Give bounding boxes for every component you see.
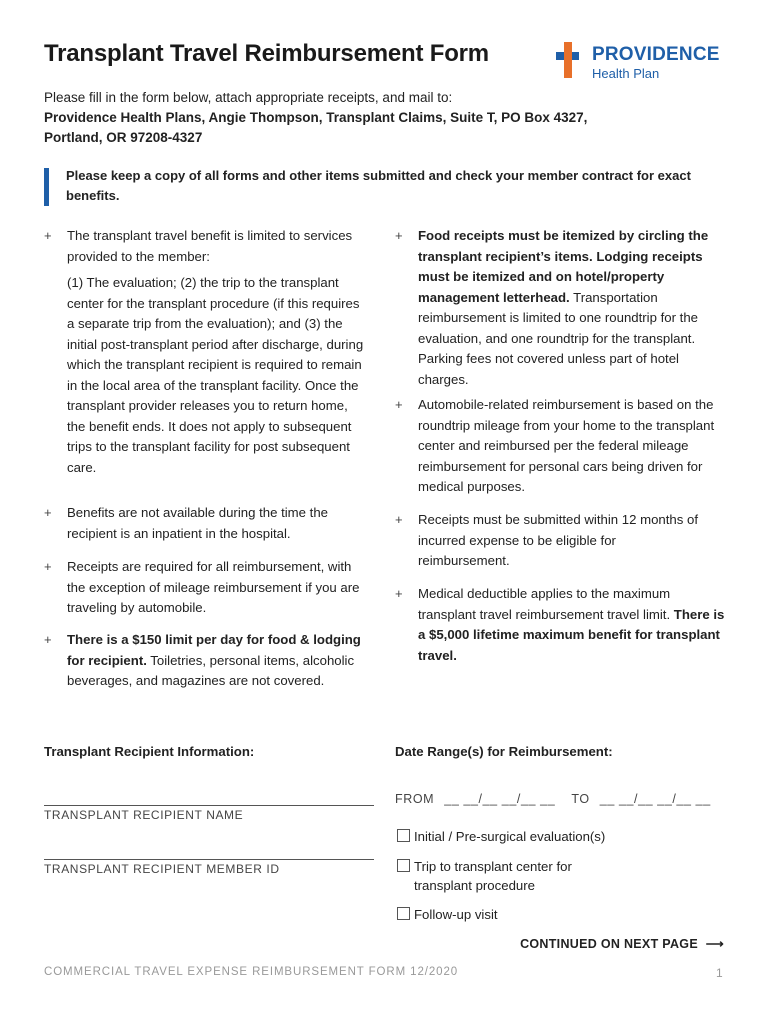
transplant-trip-checkbox[interactable]: [397, 859, 410, 872]
intro-text: Please fill in the form below, attach appropriate receipts, and mail to:: [44, 90, 453, 105]
itemize-rest: Transportation reimbursement is limited to one roundtrip for the evaluation, and one roundtrip for the transplant. Parking fees not covered unless part of hotel charges.: [418, 289, 698, 387]
daily-limit-bold: There is a $150 limit per day for food & lodging for recipient.: [67, 632, 361, 668]
recipient-member-id-field[interactable]: [44, 842, 374, 858]
list-item: [44, 630, 384, 714]
submission-window-text: Receipts must be submitted within 12 months of incurred expense to be eligible for reimbursement.: [418, 512, 699, 568]
mailing-address-line1: Providence Health Plans, Angie Thompson, Transplant Claims, Suite T, PO Box 4327,: [44, 110, 588, 125]
list-item: [395, 510, 730, 574]
recipient-name-underline: [44, 805, 374, 806]
recipient-info-heading: Transplant Recipient Information:: [44, 744, 255, 759]
arrow-right-icon: ⟶: [705, 937, 724, 951]
plus-bullet-icon: +: [395, 228, 403, 243]
list-item: [395, 584, 730, 668]
itemize-text: [418, 226, 726, 390]
page-number: 1: [716, 966, 723, 980]
callout-accent-bar: [44, 168, 49, 206]
mailing-address-line2: Portland, OR 97208-4327: [44, 130, 203, 145]
intro-block: [44, 88, 724, 148]
deductible-rest: Medical deductible applies to the maximum transplant travel reimbursement travel limit.: [418, 586, 674, 622]
from-label: FROM: [395, 792, 435, 806]
plus-bullet-icon: +: [44, 505, 52, 520]
evaluation-option-label: Initial / Pre-surgical evaluation(s): [414, 829, 606, 844]
logo-wordmark: PROVIDENCE: [592, 44, 720, 65]
continued-next-page: [520, 936, 724, 951]
callout-notice: Please keep a copy of all forms and other items submitted and check your member contract for exact benefits.: [66, 168, 691, 203]
plus-bullet-icon: +: [395, 512, 403, 527]
recipient-name-label: TRANSPLANT RECIPIENT NAME: [44, 808, 244, 822]
plus-bullet-icon: +: [395, 397, 403, 412]
receipts-required-text: Receipts are required for all reimbursement, with the exception of mileage reimbursement if you are traveling by automobile.: [67, 559, 360, 615]
lifetime-max-bold: There is a $5,000 lifetime maximum benefit for transplant travel.: [418, 606, 725, 663]
mileage-text: Automobile-related reimbursement is based on the roundtrip mileage from your home to the transplant center and reimbursed per the federal mileage reimbursement for personal cars being driven for medical purposes.: [418, 397, 715, 494]
benefit-limit-text: The transplant travel benefit is limited to services provided to the member:: [67, 228, 353, 264]
follow-up-option-label: Follow-up visit: [414, 907, 498, 922]
recipient-member-id-label: TRANSPLANT RECIPIENT MEMBER ID: [44, 862, 280, 876]
from-date-field[interactable]: __ __/__ __/__ __: [444, 792, 556, 806]
cross-logo-icon: [556, 42, 586, 78]
itemize-bold: Food receipts must be itemized by circling the transplant recipient’s items. Lodging receipts must be itemized and on hotel/property management letterhead.: [418, 228, 709, 305]
benefit-scope-text: (1) The evaluation; (2) the trip to the transplant center for the transplant procedure (if this requires a separate trip from the evaluation); and (3) the initial post-transplant period after discharge, during which the transplant recipient is required to remain in the local area of the transplant facility. Once the transplant provider releases you to return home, the benefit ends. It does not apply to subsequent trips to the transplant facility for post subsequent care.: [67, 275, 364, 475]
page-title: Transplant Travel Reimbursement Form: [44, 40, 489, 67]
recipient-member-id-underline: [44, 859, 374, 860]
list-item: [44, 557, 384, 621]
to-date-field[interactable]: __ __/__ __/__ __: [599, 792, 711, 806]
deductible-text: [418, 584, 726, 666]
date-range-heading: Date Range(s) for Reimbursement:: [395, 744, 613, 759]
evaluation-checkbox[interactable]: [397, 829, 410, 842]
date-range-row: [395, 792, 711, 806]
inpatient-text: Benefits are not available during the time the recipient is an inpatient in the hospital.: [67, 505, 328, 541]
footer-form-id: COMMERCIAL TRAVEL EXPENSE REIMBURSEMENT FORM 12/2020: [44, 966, 459, 978]
list-item: [395, 226, 730, 386]
plus-bullet-icon: +: [44, 228, 52, 243]
providence-logo: [556, 42, 736, 84]
plus-bullet-icon: +: [44, 559, 52, 574]
daily-limit-text: [67, 630, 377, 692]
plus-bullet-icon: +: [395, 586, 403, 601]
logo-subtitle: Health Plan: [592, 66, 660, 81]
plus-bullet-icon: +: [44, 632, 52, 647]
continued-text: CONTINUED ON NEXT PAGE: [520, 937, 698, 951]
list-item: [395, 395, 730, 499]
list-item: [44, 503, 384, 547]
follow-up-checkbox[interactable]: [397, 907, 410, 920]
transplant-trip-option-label: Trip to transplant center for transplant procedure: [414, 859, 572, 893]
list-item: [44, 226, 384, 488]
daily-limit-rest: Toiletries, personal items, alcoholic beverages, and magazines are not covered.: [67, 652, 355, 688]
to-label: TO: [571, 792, 590, 806]
recipient-name-field[interactable]: [44, 788, 374, 804]
